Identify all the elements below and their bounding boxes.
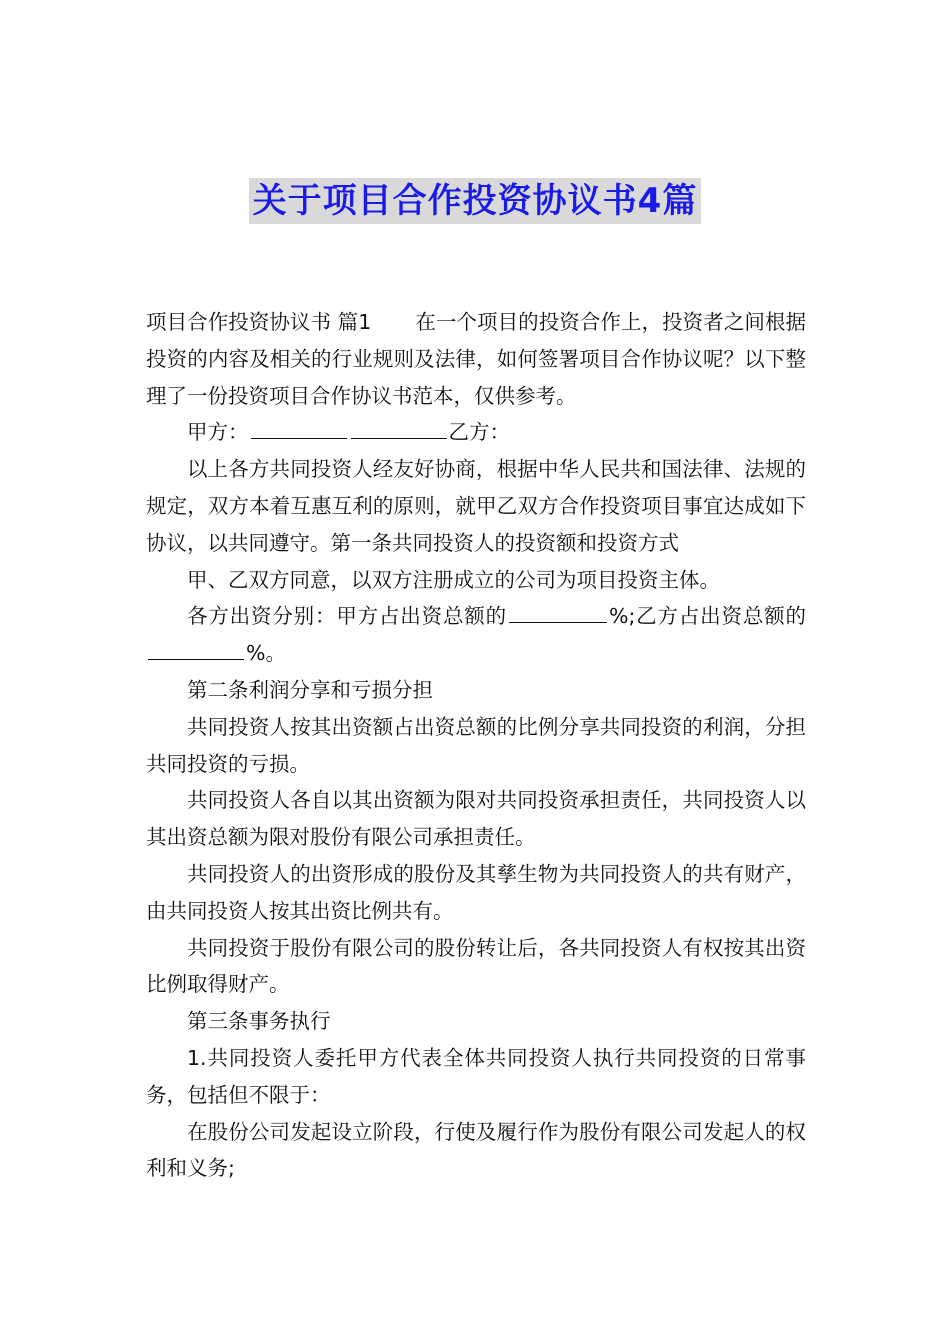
intro-text: 在一个项目的投资合作上，投资者之间根据投资的内容及相关的行业规则及法律，如何签署项目合作协议呢？以下整理了一份投资项目合作协议书范本，仅供参考。 <box>146 310 807 408</box>
title-container <box>0 178 950 224</box>
paragraph-9: 在股份公司发起设立阶段，行使及履行作为股份有限公司发起人的权利和义务; <box>146 1119 806 1181</box>
paragraph-7: 共同投资于股份有限公司的股份转让后，各共同投资人有权按其出资比例取得财产。 <box>146 935 806 997</box>
party-a-label: 甲方： <box>187 420 249 445</box>
document-title: 关于项目合作投资协议书4篇 <box>249 178 702 224</box>
party-b-share-blank <box>148 639 244 660</box>
document-body <box>146 304 806 1187</box>
parties-line <box>146 414 806 451</box>
paragraph-2: 甲、乙双方同意，以双方注册成立的公司为项目投资主体。 <box>187 567 720 592</box>
intro-label: 项目合作投资协议书 篇1 <box>146 310 372 334</box>
intro-paragraph <box>146 304 806 414</box>
paragraph-1: 以上各方共同投资人经友好协商，根据中华人民共和国法律、法规的规定，双方本着互惠互利的原则，就甲乙双方合作投资项目事宜达成如下协议，以共同遵守。第一条共同投资人的投资额和投资方式 <box>146 457 806 555</box>
paragraph-4: 共同投资人按其出资额占出资总额的比例分享共同投资的利润，分担共同投资的亏损。 <box>146 714 806 776</box>
paragraph-5: 共同投资人各自以其出资额为限对共同投资承担责任，共同投资人以其出资总额为限对股份有限公司承担责任。 <box>146 788 806 850</box>
party-a-blank <box>251 418 347 439</box>
paragraph-8: 1.共同投资人委托甲方代表全体共同投资人执行共同投资的日常事务，包括但不限于： <box>146 1045 806 1107</box>
heading-article-3: 第三条事务执行 <box>187 1009 331 1034</box>
heading-article-2: 第二条利润分享和亏损分担 <box>187 677 433 702</box>
party-a-share-blank <box>509 602 607 623</box>
party-a-blank-2 <box>351 418 447 439</box>
paragraph-3-part-b: %;乙方占出资总额的 <box>608 604 807 629</box>
paragraph-6: 共同投资人的出资形成的股份及其孳生物为共同投资人的共有财产，由共同投资人按其出资比例共有。 <box>146 861 806 923</box>
party-b-label: 乙方： <box>448 420 510 445</box>
paragraph-3 <box>146 598 806 672</box>
paragraph-3-part-c: %。 <box>246 641 286 666</box>
paragraph-3-part-a: 各方出资分别：甲方占出资总额的 <box>187 604 507 629</box>
